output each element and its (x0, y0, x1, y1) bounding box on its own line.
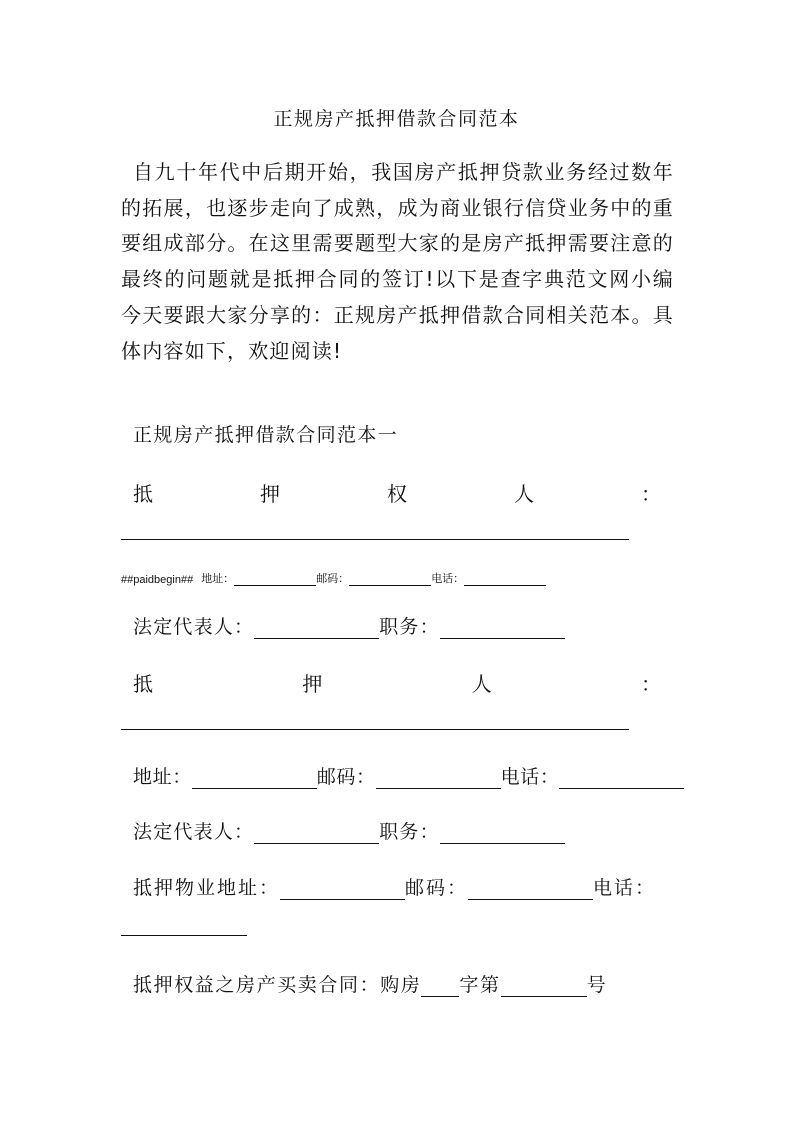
document-title: 正规房产抵押借款合同范本 (273, 108, 520, 130)
phone-label: 电话： (500, 766, 560, 788)
contact-row (133, 762, 684, 789)
paid-marker: ##paidbegin## (121, 574, 194, 586)
property-address-label: 抵押物业地址： (133, 877, 281, 899)
property-phone-label: 电话： (593, 877, 657, 899)
intro-paragraph: 自九十年代中后期开始，我国房产抵押贷款业务经过数年的拓展，也逐步走向了成熟，成为商业银行信贷业务中的重要组成部分。在这里需要题型大家的是房产抵押需要注意的最终的问题就是抵押合同的签订!以下是查字典范文网小编今天要跟大家分享的：正规房产抵押借款合同相关范本。具体内容如下，欢迎阅读! (121, 160, 674, 363)
postcode-blank (376, 768, 501, 789)
position-label: 职务： (379, 821, 440, 843)
property-row (133, 873, 656, 900)
mortgagee-label-row (133, 478, 661, 507)
position-blank (440, 823, 565, 844)
position-blank (440, 618, 565, 639)
mortgagee-fill-line (121, 539, 629, 540)
position-label: 职务： (379, 616, 440, 638)
legal-rep-row-1 (133, 612, 565, 639)
mortgagor-char: 抵 (133, 672, 153, 696)
mortgagee-char: 抵 (133, 482, 153, 506)
paid-address-label: 地址： (201, 573, 235, 585)
mortgagor-label-row (133, 668, 661, 697)
paid-address-blank (234, 574, 316, 586)
legal-rep-row-2 (133, 817, 565, 844)
contract-prefix: 抵押权益之房产买卖合同：购房 (133, 974, 422, 996)
contract-number-blank (501, 976, 587, 997)
paid-contact-row (121, 570, 546, 586)
address-blank (192, 768, 317, 789)
mortgagor-char: ： (640, 672, 661, 696)
section-heading: 正规房产抵押借款合同范本一 (133, 424, 399, 446)
mortgagee-char: ： (641, 482, 661, 506)
phone-blank (559, 768, 684, 789)
property-address-blank (280, 879, 405, 900)
property-phone-blank (121, 935, 247, 936)
legal-rep-label: 法定代表人： (133, 616, 255, 638)
property-postcode-label: 邮码： (405, 877, 469, 899)
paid-postcode-blank (349, 574, 431, 586)
paid-phone-label: 电话： (431, 573, 465, 585)
postcode-label: 邮码： (316, 766, 376, 788)
paid-phone-blank (464, 574, 546, 586)
paid-postcode-label: 邮码： (316, 573, 350, 585)
property-postcode-blank (468, 879, 593, 900)
mortgagee-char: 权 (387, 482, 407, 506)
legal-rep-blank (254, 823, 379, 844)
contract-word-blank (421, 976, 459, 997)
mortgagee-char: 人 (514, 482, 534, 506)
mortgagor-fill-line (121, 729, 629, 730)
legal-rep-blank (254, 618, 379, 639)
mortgagor-char: 押 (302, 672, 323, 696)
contract-middle: 字第 (459, 974, 501, 996)
mortgagee-char: 押 (260, 482, 280, 506)
legal-rep-label: 法定代表人： (133, 821, 255, 843)
contract-suffix: 号 (586, 974, 608, 996)
mortgagor-char: 人 (471, 672, 492, 696)
contract-row (133, 970, 607, 997)
address-label: 地址： (133, 766, 192, 788)
